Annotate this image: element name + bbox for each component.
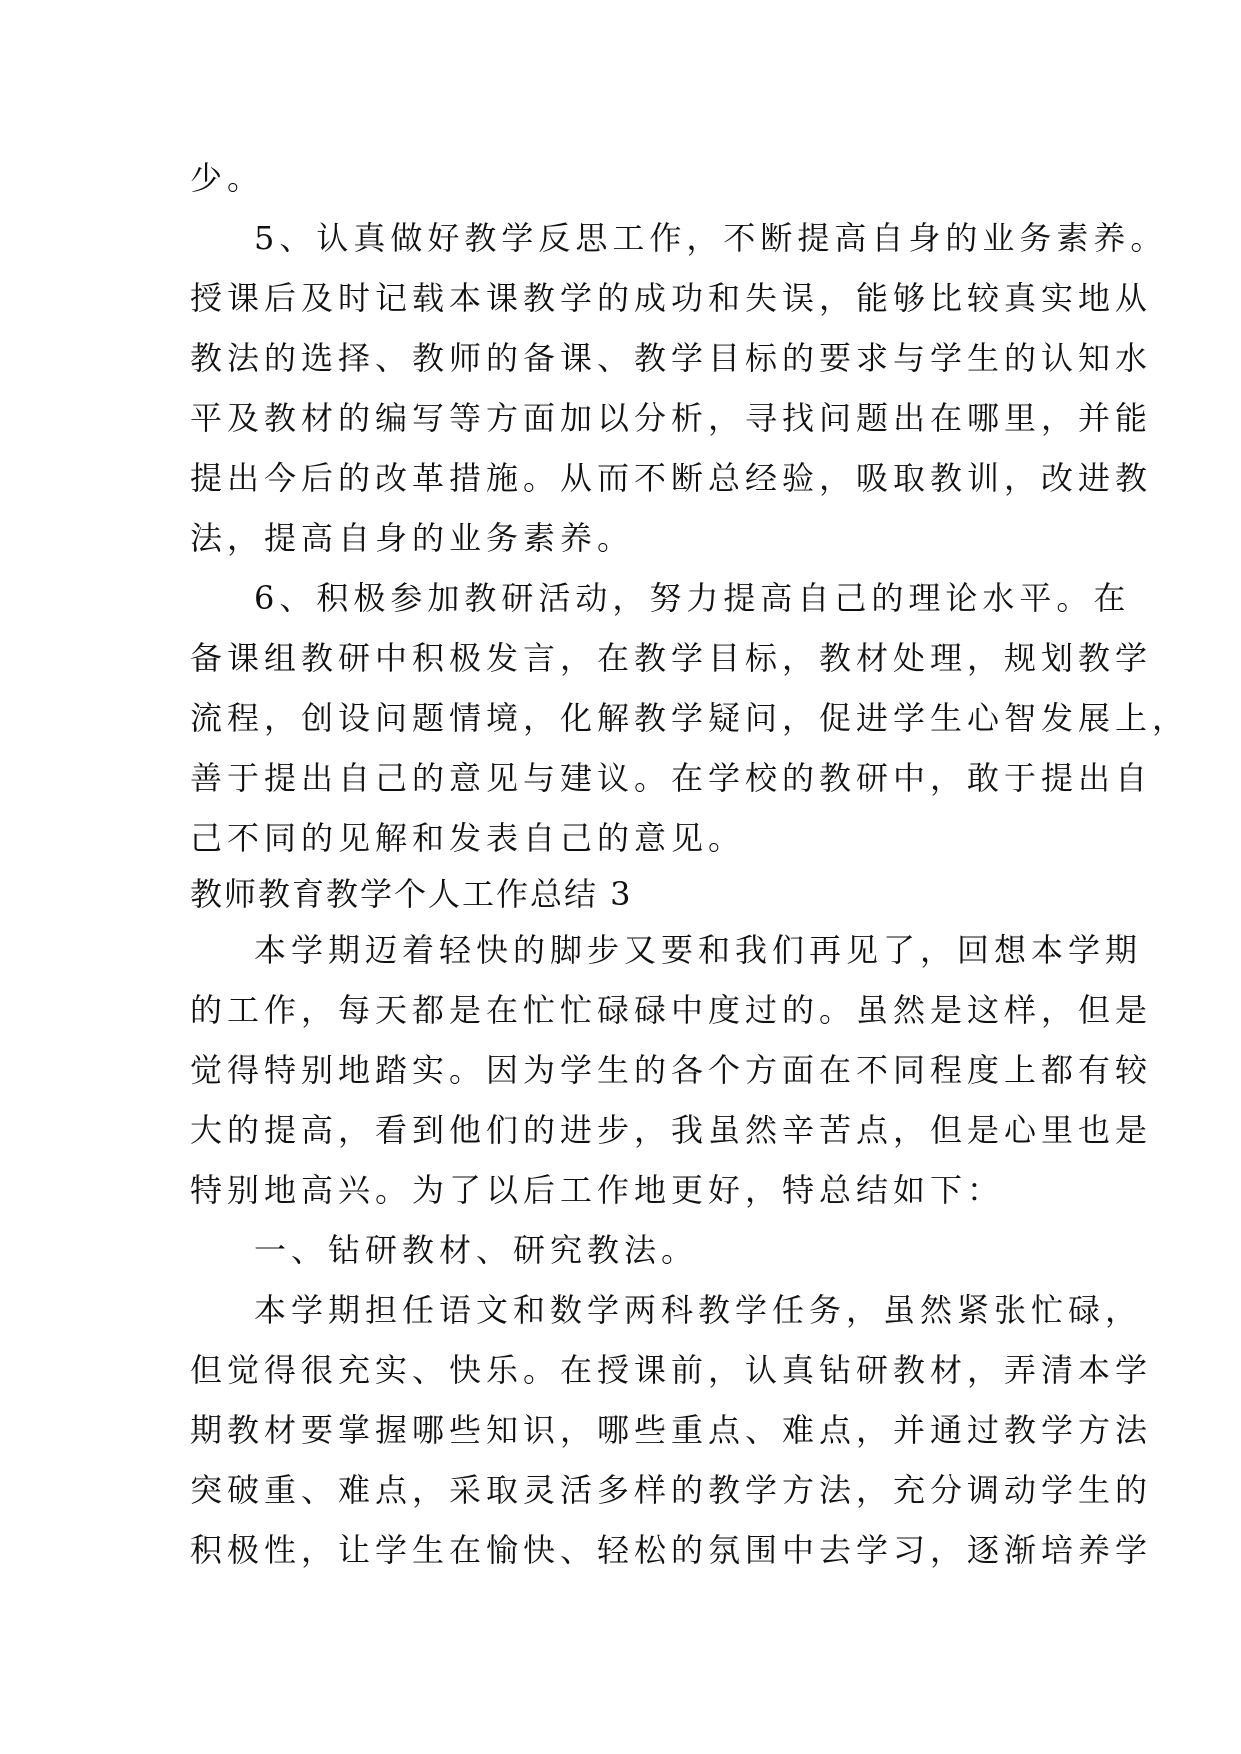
paragraph-line: 备课组教研中积极发言，在教学目标，教材处理，规划教学: [190, 639, 1153, 677]
paragraph-line: 的工作，每天都是在忙忙碌碌中度过的。虽然是这样，但是: [190, 991, 1153, 1029]
paragraph-line: 突破重、难点，采取灵活多样的教学方法，充分调动学生的: [190, 1471, 1153, 1509]
paragraph-line: 少。: [190, 159, 265, 197]
paragraph-line: 平及教材的编写等方面加以分析，寻找问题出在哪里，并能: [190, 399, 1153, 437]
paragraph-line: 本学期迈着轻快的脚步又要和我们再见了，回想本学期: [254, 931, 1143, 969]
paragraph-line: 6、积极参加教研活动，努力提高自己的理论水平。在: [254, 579, 1131, 617]
section-heading: 教师教育教学个人工作总结 3: [190, 875, 633, 913]
paragraph-line: 积极性，让学生在愉快、轻松的氛围中去学习，逐渐培养学: [190, 1531, 1153, 1569]
paragraph-line: 5、认真做好教学反思工作，不断提高自身的业务素养。: [254, 219, 1168, 257]
paragraph-line: 流程，创设问题情境，化解教学疑问，促进学生心智发展上，: [190, 699, 1190, 737]
paragraph-line: 本学期担任语文和数学两科教学任务，虽然紧张忙碌，: [254, 1291, 1143, 1329]
paragraph-line: 善于提出自己的意见与建议。在学校的教研中，敢于提出自: [190, 759, 1153, 797]
paragraph-line: 提出今后的改革措施。从而不断总经验，吸取教训，改进教: [190, 459, 1153, 497]
paragraph-line: 大的提高，看到他们的进步，我虽然辛苦点，但是心里也是: [190, 1111, 1153, 1149]
paragraph-line: 但觉得很充实、快乐。在授课前，认真钻研教材，弄清本学: [190, 1351, 1153, 1389]
paragraph-line: 授课后及时记载本课教学的成功和失误，能够比较真实地从: [190, 279, 1153, 317]
paragraph-line: 觉得特别地踏实。因为学生的各个方面在不同程度上都有较: [190, 1051, 1153, 1089]
paragraph-line: 己不同的见解和发表自己的意见。: [190, 819, 746, 857]
paragraph-line: 特别地高兴。为了以后工作地更好，特总结如下：: [190, 1171, 1005, 1209]
paragraph-line: 法，提高自身的业务素养。: [190, 519, 635, 557]
paragraph-line: 期教材要掌握哪些知识，哪些重点、难点，并通过教学方法: [190, 1411, 1153, 1449]
paragraph-line: 一、钻研教材、研究教法。: [254, 1231, 699, 1269]
paragraph-line: 教法的选择、教师的备课、教学目标的要求与学生的认知水: [190, 339, 1153, 377]
